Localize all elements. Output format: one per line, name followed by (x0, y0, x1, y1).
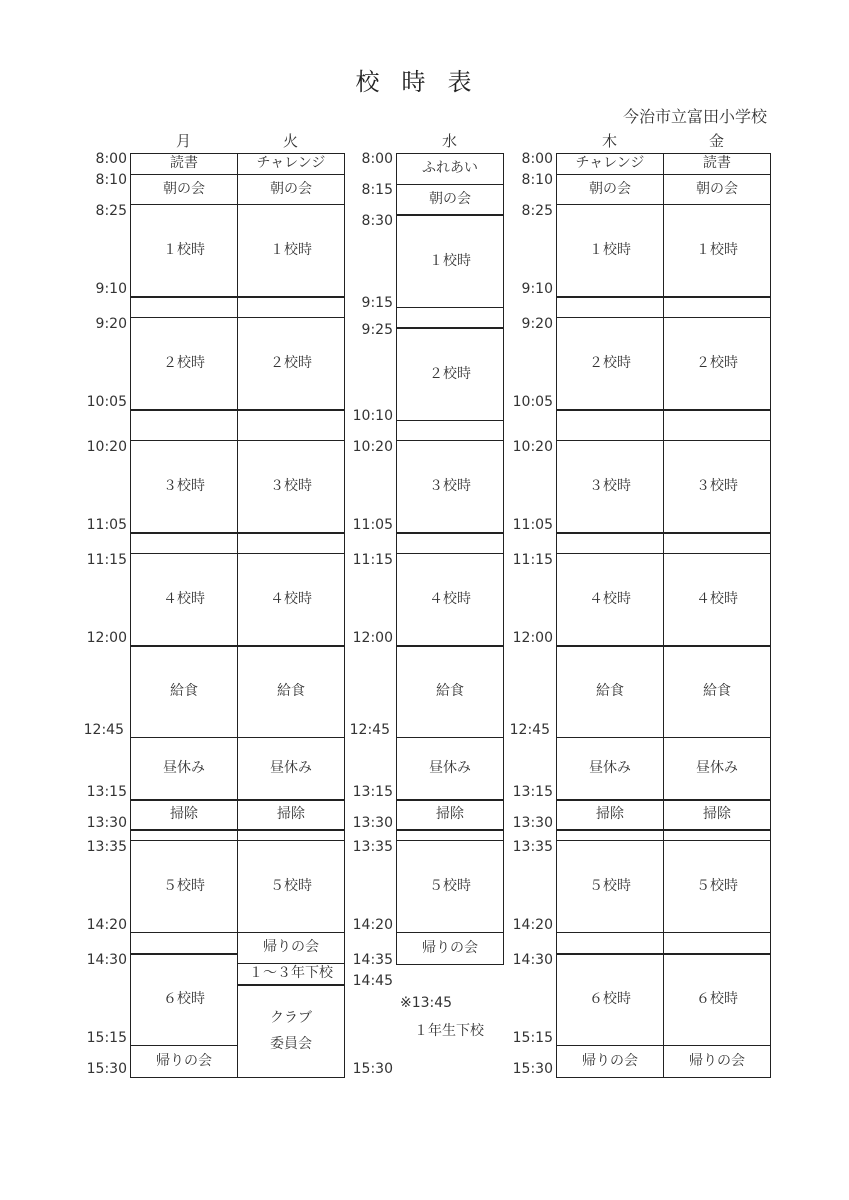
slot-break (397, 307, 503, 329)
slot-break (664, 296, 770, 318)
schedule-column-mon (130, 153, 238, 1078)
slot-period-2: ２校時 (131, 317, 237, 410)
time-label: 12:45 (349, 722, 390, 738)
time-label: 8:00 (361, 151, 393, 167)
slot-cleaning: 掃除 (397, 799, 503, 830)
slot-homeroom: 帰りの会 (131, 1045, 237, 1078)
schedule-column-wed (396, 153, 504, 965)
slot-cleaning: 掃除 (557, 799, 663, 830)
slot-recess: 昼休み (557, 737, 663, 800)
slot-cleaning: 掃除 (131, 799, 237, 830)
slot-period-5: ５校時 (238, 840, 344, 933)
slot-homeroom: 帰りの会 (238, 932, 344, 964)
time-label: 10:20 (86, 439, 127, 455)
slot-period-6: ６校時 (664, 953, 770, 1046)
slot-period-1: １校時 (397, 215, 503, 308)
slot-break (557, 532, 663, 554)
time-label: 15:15 (86, 1030, 127, 1046)
time-label: 14:20 (512, 917, 553, 933)
time-label: 13:30 (352, 815, 393, 831)
time-label: 15:30 (86, 1061, 127, 1077)
slot-period-3: ３校時 (238, 440, 344, 533)
school-name: 今治市立富田小学校 (622, 107, 767, 126)
time-label: 10:20 (352, 439, 393, 455)
wed-note-text: １年生下校 (414, 1023, 484, 1039)
time-label: 14:30 (86, 952, 127, 968)
time-label: 9:20 (521, 316, 553, 332)
slot-period-4: ４校時 (238, 553, 344, 646)
slot-break (664, 409, 770, 441)
slot-period-4: ４校時 (397, 553, 503, 646)
slot-dokusho: 読書 (131, 153, 237, 175)
time-label: 11:05 (86, 517, 127, 533)
time-label: 12:45 (509, 722, 550, 738)
slot-period-1: １校時 (557, 204, 663, 297)
time-label: 8:00 (521, 151, 553, 167)
slot-period-4: ４校時 (664, 553, 770, 646)
slot-period-1: １校時 (131, 204, 237, 297)
time-label: 14:20 (352, 917, 393, 933)
slot-break (397, 420, 503, 441)
slot-period-4: ４校時 (557, 553, 663, 646)
slot-break (131, 409, 237, 441)
slot-period-3: ３校時 (397, 440, 503, 533)
slot-period-5: ５校時 (131, 840, 237, 933)
time-label: 11:15 (352, 552, 393, 568)
slot-lunch: 給食 (131, 645, 237, 738)
slot-recess: 昼休み (131, 737, 237, 800)
time-label: 15:30 (352, 1061, 393, 1077)
time-label: 8:30 (361, 213, 393, 229)
day-header-fri: 金 (708, 132, 724, 150)
slot-period-5: ５校時 (664, 840, 770, 933)
time-label: 15:30 (512, 1061, 553, 1077)
time-label: 8:25 (521, 203, 553, 219)
slot-break (664, 532, 770, 554)
slot-period-6: ６校時 (131, 953, 237, 1046)
club-label: クラブ (270, 1010, 312, 1026)
time-label: 12:00 (512, 630, 553, 646)
slot-homeroom: 帰りの会 (557, 1045, 663, 1078)
slot-cleaning: 掃除 (664, 799, 770, 830)
slot-cleaning: 掃除 (238, 799, 344, 830)
time-label: 14:30 (512, 952, 553, 968)
time-label: 13:15 (86, 784, 127, 800)
slot-period-4: ４校時 (131, 553, 237, 646)
slot-lunch: 給食 (397, 645, 503, 738)
time-label: 9:10 (521, 281, 553, 297)
slot-break (557, 409, 663, 441)
time-label: 11:15 (86, 552, 127, 568)
slot-break (238, 532, 344, 554)
time-label: 8:10 (521, 172, 553, 188)
time-label: 9:15 (361, 295, 393, 311)
time-label: 10:05 (86, 394, 127, 410)
day-header-mon: 月 (175, 132, 191, 150)
time-label: 14:20 (86, 917, 127, 933)
time-label: 13:30 (512, 815, 553, 831)
page-title: 校時表 (355, 68, 494, 96)
slot-asanokai: 朝の会 (238, 174, 344, 205)
slot-homeroom: 帰りの会 (397, 932, 503, 965)
slot-break (397, 532, 503, 554)
day-header-wed: 水 (441, 132, 457, 150)
slot-break (557, 296, 663, 318)
slot-break (664, 932, 770, 954)
time-label: 13:15 (352, 784, 393, 800)
time-label: 13:15 (512, 784, 553, 800)
time-label: 10:05 (512, 394, 553, 410)
slot-period-1: １校時 (664, 204, 770, 297)
slot-break (238, 409, 344, 441)
time-label: 10:10 (352, 408, 393, 424)
time-label: 9:20 (95, 316, 127, 332)
slot-asanokai: 朝の会 (557, 174, 663, 205)
committee-label: 委員会 (270, 1035, 312, 1052)
time-label: 13:35 (512, 839, 553, 855)
slot-period-3: ３校時 (664, 440, 770, 533)
slot-asanokai: 朝の会 (131, 174, 237, 205)
slot-recess: 昼休み (238, 737, 344, 800)
slot-lunch: 給食 (238, 645, 344, 738)
slot-period-5: ５校時 (397, 840, 503, 933)
slot-lunch: 給食 (664, 645, 770, 738)
slot-period-6: ６校時 (557, 953, 663, 1046)
slot-homeroom: 帰りの会 (664, 1045, 770, 1078)
time-label: 14:35 (352, 952, 393, 968)
time-label: 9:25 (361, 322, 393, 338)
slot-lunch: 給食 (557, 645, 663, 738)
slot-break (131, 932, 237, 954)
slot-asanokai: 朝の会 (664, 174, 770, 205)
day-header-thu: 木 (601, 132, 617, 150)
time-label: 11:05 (512, 517, 553, 533)
slot-period-3: ３校時 (557, 440, 663, 533)
slot-break (238, 296, 344, 318)
time-label: 13:35 (86, 839, 127, 855)
time-label: 8:25 (95, 203, 127, 219)
slot-break (131, 296, 237, 318)
time-label: 10:20 (512, 439, 553, 455)
time-label: 11:15 (512, 552, 553, 568)
slot-period-2: ２校時 (397, 328, 503, 421)
slot-dismissal-1-3: １～３年下校 (238, 963, 344, 985)
time-label: 12:00 (352, 630, 393, 646)
time-label: 13:35 (352, 839, 393, 855)
slot-recess: 昼休み (664, 737, 770, 800)
time-label: 11:05 (352, 517, 393, 533)
slot-period-2: ２校時 (238, 317, 344, 410)
slot-challenge: チャレンジ (557, 153, 663, 175)
time-label: 14:45 (352, 973, 393, 989)
slot-recess: 昼休み (397, 737, 503, 800)
time-label: 8:10 (95, 172, 127, 188)
time-label: 15:15 (512, 1030, 553, 1046)
slot-asanokai: 朝の会 (397, 184, 503, 216)
time-label: 12:00 (86, 630, 127, 646)
time-label: 12:45 (83, 722, 124, 738)
time-label: 9:10 (95, 281, 127, 297)
schedule-column-tue (237, 153, 345, 1078)
slot-period-2: ２校時 (664, 317, 770, 410)
slot-period-2: ２校時 (557, 317, 663, 410)
slot-break (131, 532, 237, 554)
slot-break (557, 932, 663, 954)
time-label: 8:00 (95, 151, 127, 167)
day-header-tue: 火 (282, 132, 298, 150)
slot-fureai: ふれあい (397, 153, 503, 185)
wed-note-time: ※13:45 (400, 995, 453, 1011)
slot-dokusho: 読書 (664, 153, 770, 175)
schedule-column-thu (556, 153, 664, 1078)
time-label: 13:30 (86, 815, 127, 831)
slot-club (238, 984, 344, 1078)
slot-challenge: チャレンジ (238, 153, 344, 175)
schedule-column-fri (663, 153, 771, 1078)
slot-period-1: １校時 (238, 204, 344, 297)
time-label: 8:15 (361, 182, 393, 198)
slot-period-3: ３校時 (131, 440, 237, 533)
slot-period-5: ５校時 (557, 840, 663, 933)
